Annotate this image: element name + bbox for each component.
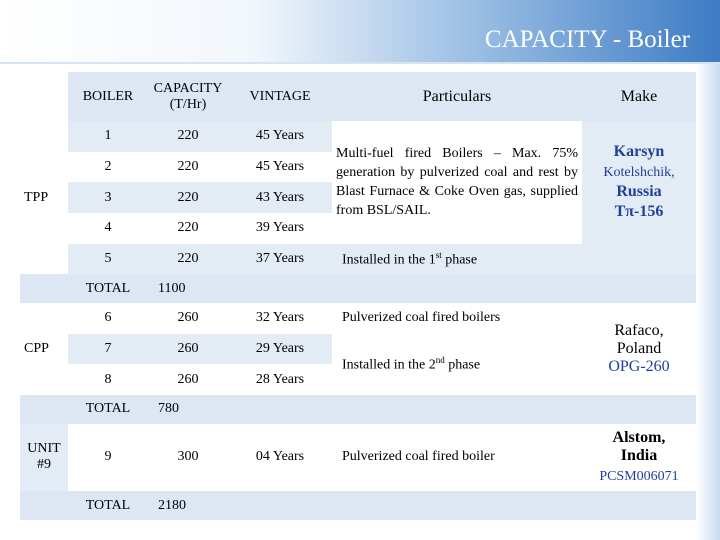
cpp-particulars: Pulverized coal fired boilers [332,303,582,334]
cpp-make [582,303,696,395]
capacity-cell: 220 [177,159,199,175]
vintage-cell: 43 Years [255,189,305,205]
unit9-label-line1: UNIT [27,441,61,457]
boiler-cell: 7 [104,341,112,357]
capacity-cell: 220 [177,128,199,144]
blank-cell [20,274,68,303]
grand-total-row [20,491,696,520]
tpp-make-line4: Tπ-156 [614,203,664,221]
capacity-cell: 220 [177,220,199,236]
section-label-cpp: CPP [20,303,68,395]
total-row [20,395,696,424]
table-row [20,121,696,152]
cpp-make-line1: Rafaco, [614,322,664,340]
page-title: CAPACITY - Boiler [484,26,690,53]
unit9-make-line1: Alstom, [612,429,666,447]
unit9-make-line3: PCSM006071 [599,469,679,485]
vintage-cell: 04 Years [255,449,305,465]
title-bar [0,0,720,62]
tpp-particulars: Multi-fuel fired Boilers – Max. 75% generation by pulverized coal and rest by Blast Furnace & Coke Oven gas, supplied from BSL/SAIL. [332,121,582,244]
boiler-cell: 8 [104,371,112,387]
side-accent-bar [696,64,720,540]
header-vintage: VINTAGE [249,88,311,104]
cpp-make-line2: Poland [616,340,662,358]
boiler-cell: 5 [104,251,112,267]
tpp-make [582,121,696,244]
cpp-phase-sup: nd [435,355,445,366]
boiler-capacity-table [20,72,696,520]
unit9-label-line2: #9 [37,457,51,473]
boiler-cell: 4 [104,220,112,236]
blank-cell [332,491,582,520]
unit9-make [582,424,696,492]
tpp-make-line3: Russia [616,183,662,201]
tpp-phase-note [332,244,582,275]
header-particulars: Particulars [422,87,492,105]
vintage-cell: 37 Years [255,251,305,267]
capacity-cell: 220 [177,251,199,267]
header-capacity: CAPACITY (T/Hr) [153,80,223,112]
unit9-particulars: Pulverized coal fired boiler [342,449,495,465]
table-row [20,244,696,275]
table-row [20,303,696,334]
boiler-cell: 1 [104,128,112,144]
grand-total-value: 2180 [148,491,228,520]
tpp-make-line1: Karsyn [613,143,665,161]
header-blank-cell [20,72,68,121]
grand-total-label: TOTAL [68,491,148,520]
cpp-make-line3: OPG-260 [608,358,670,376]
section-label-unit9 [20,424,68,492]
blank-cell [20,395,68,424]
blank-cell [582,491,696,520]
table-header-row [20,72,696,121]
blank-cell [332,274,582,303]
header-boiler: BOILER [82,88,134,104]
blank-cell [582,274,696,303]
capacity-cell: 260 [177,341,199,357]
vintage-cell: 45 Years [255,159,305,175]
vintage-cell: 45 Years [255,128,305,144]
table-row [20,424,696,492]
blank-cell [228,274,332,303]
blank-cell [228,491,332,520]
capacity-cell: 300 [177,449,199,465]
capacity-cell: 260 [177,371,199,387]
boiler-cell: 2 [104,159,112,175]
total-label: TOTAL [68,274,148,303]
cpp-phase-suffix: phase [444,357,481,373]
vintage-cell: 29 Years [255,341,305,357]
total-value: 1100 [148,274,228,303]
tpp-make-line2: Kotelshchik, [603,165,675,181]
tpp-phase-text: Installed in the 1 [342,252,436,268]
capacity-cell: 220 [177,189,199,205]
total-row [20,274,696,303]
boiler-cell: 3 [104,189,112,205]
header-make: Make [620,87,658,105]
capacity-cell: 260 [177,310,199,326]
section-label-tpp: TPP [20,121,68,274]
total-label: TOTAL [68,395,148,424]
boiler-cell: 6 [104,310,112,326]
blank-cell [332,395,582,424]
total-value: 780 [148,395,228,424]
vintage-cell: 32 Years [255,310,305,326]
unit9-make-line2: India [620,447,658,465]
cpp-phase-text: Installed in the 2 [342,357,436,373]
boiler-cell: 9 [104,449,112,465]
blank-cell [228,395,332,424]
blank-cell [20,491,68,520]
tpp-phase-sup: st [435,249,442,260]
blank-cell [582,244,696,275]
vintage-cell: 28 Years [255,371,305,387]
cpp-phase-note [332,334,582,395]
blank-cell [582,395,696,424]
title-divider [0,62,720,64]
vintage-cell: 39 Years [255,220,305,236]
tpp-phase-suffix: phase [441,252,478,268]
